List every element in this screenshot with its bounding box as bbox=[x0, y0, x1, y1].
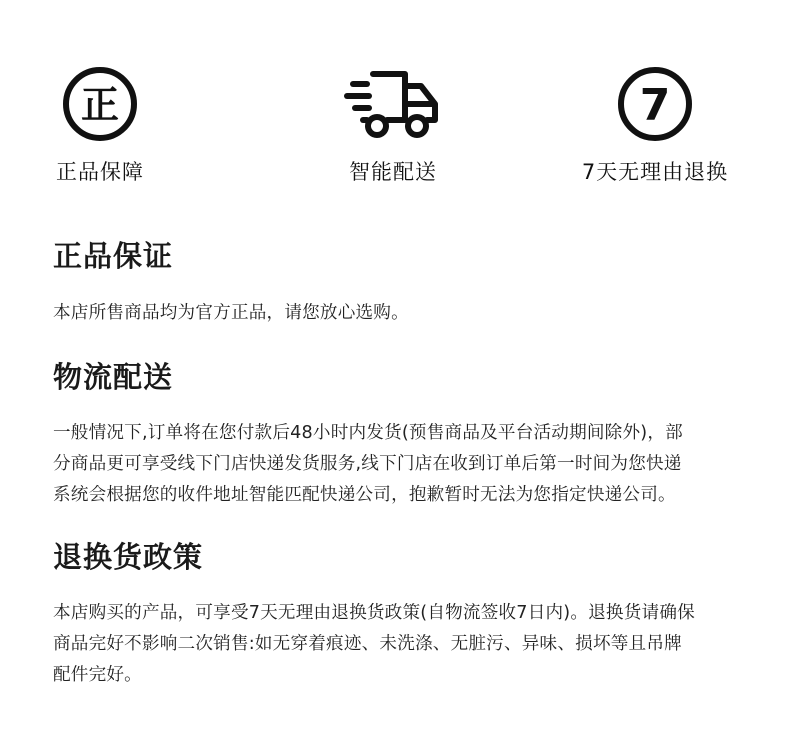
feature-delivery-label: 智能配送 bbox=[349, 160, 437, 184]
feature-authentic-label: 正品保障 bbox=[56, 160, 144, 184]
section-body bbox=[53, 598, 753, 691]
section-title: 物流配送 bbox=[53, 360, 174, 394]
svg-text:7: 7 bbox=[639, 80, 671, 131]
authentic-badge-icon bbox=[60, 66, 140, 142]
feature-authentic bbox=[0, 66, 210, 186]
section-body: 本店所售商品均为官方正品，请您放心选购。 bbox=[53, 303, 409, 323]
section-title: 退换货政策 bbox=[53, 540, 204, 574]
svg-text:正: 正 bbox=[80, 83, 120, 127]
feature-return-label: 7天无理由退换 bbox=[581, 160, 729, 184]
body-line: 本店购买的产品，可享受7天无理由退换货政策(自物流签收7日内)。退换货请确保 bbox=[53, 603, 695, 623]
delivery-truck-icon bbox=[343, 66, 443, 142]
section-body bbox=[53, 418, 753, 511]
body-line: 系统会根据您的收件地址智能匹配快递公司，抱歉暂时无法为您指定快递公司。 bbox=[53, 485, 676, 505]
body-line: 商品完好不影响二次销售:如无穿着痕迹、未洗涤、无脏污、异味、损坏等且吊牌 bbox=[53, 634, 682, 654]
body-line: 配件完好。 bbox=[53, 665, 142, 685]
seven-day-return-icon bbox=[615, 66, 695, 142]
body-line: 分商品更可享受线下门店快递发货服务,线下门店在收到订单后第一时间为您快递 bbox=[53, 454, 682, 474]
body-line: 一般情况下,订单将在您付款后48小时内发货(预售商品及平台活动期间除外)，部 bbox=[53, 423, 683, 443]
section-title: 正品保证 bbox=[53, 239, 174, 273]
feature-return bbox=[545, 66, 765, 186]
section-logistics bbox=[53, 357, 753, 511]
feature-delivery bbox=[283, 66, 503, 186]
section-authentic-guarantee bbox=[53, 236, 753, 329]
service-features bbox=[0, 0, 790, 200]
section-return-policy bbox=[53, 537, 753, 691]
